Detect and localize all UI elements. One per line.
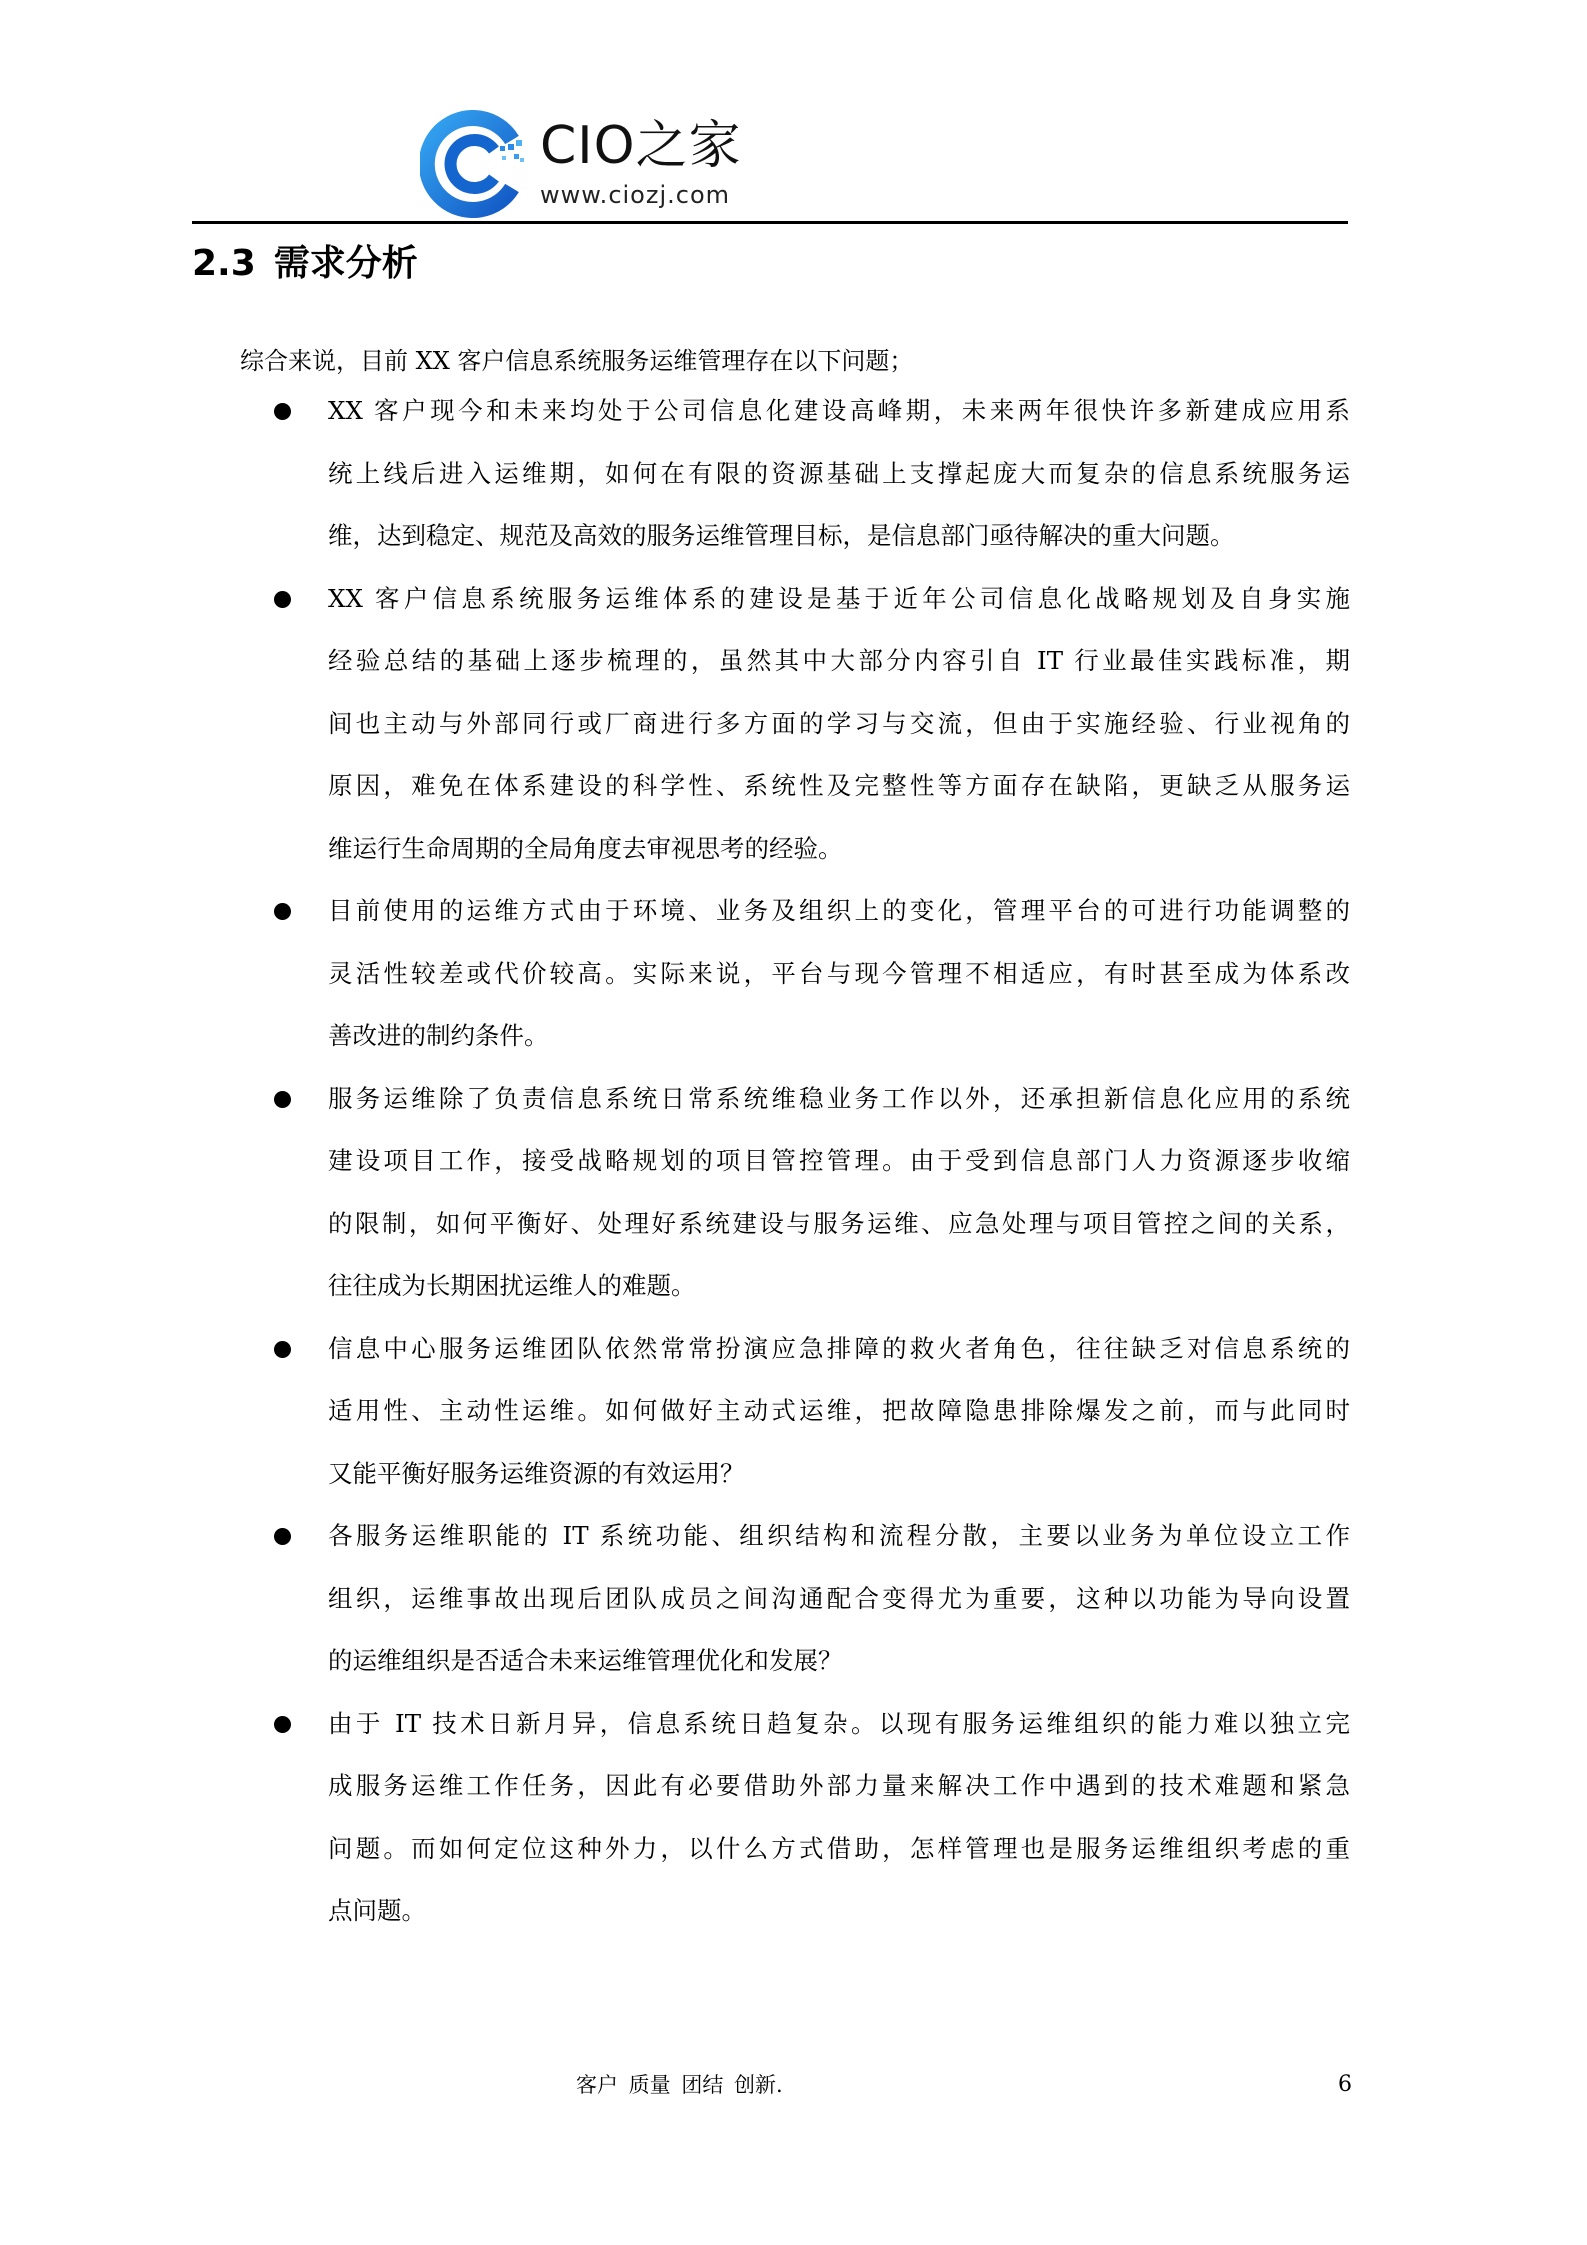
bullet-icon [274,1716,291,1733]
list-item: 各服务运维职能的 IT 系统功能、组织结构和流程分散，主要以业务为单位设立工作 [0,1518,1587,1581]
bullet-icon [274,903,291,920]
page-number: 6 [1338,2072,1352,2097]
header-logo [420,110,780,218]
cio-c-logo-icon [420,110,528,218]
footer-motto: 客户 质量 团结 创新. [576,2073,783,2097]
list-item: 由于 IT 技术日新月异，信息系统日趋复杂。以现有服务运维组织的能力难以独立完 [0,1706,1587,1769]
logo-url: www.ciozj.com [540,181,731,209]
list-item: 目前使用的运维方式由于环境、业务及组织上的变化，管理平台的可进行功能调整的 [0,893,1587,956]
section-number: 2.3 [192,243,256,284]
intro-paragraph: 综合来说，目前 XX 客户信息系统服务运维管理存在以下问题； [240,347,914,375]
bullet-icon [274,1528,291,1545]
section-heading [192,240,418,288]
header-divider [192,221,1348,224]
list-item: XX 客户信息系统服务运维体系的建设是基于近年公司信息化战略规划及自身实施 [0,581,1587,644]
bullet-icon [274,1091,291,1108]
list-item: 信息中心服务运维团队依然常常扮演应急排障的救火者角色，往往缺乏对信息系统的 [0,1331,1587,1394]
list-item: XX 客户现今和未来均处于公司信息化建设高峰期，未来两年很快许多新建成应用系 [0,393,1587,456]
bullet-icon [274,403,291,420]
bullet-icon [274,1341,291,1358]
list-item: 服务运维除了负责信息系统日常系统维稳业务工作以外，还承担新信息化应用的系统 [0,1081,1587,1144]
logo-title: CIO之家 [540,116,742,176]
bullet-icon [274,591,291,608]
section-title: 需求分析 [273,243,418,284]
bullet-list: XX 客户现今和未来均处于公司信息化建设高峰期，未来两年很快许多新建成应用系 统上线后进入运维期，如何在有限的资源基础上支撑起庞大而复杂的信息系统服务运 维，达到稳定、规范及高效的服务运维管理目标，是信息部门亟待解决的重大问题。 XX 客户信息系统服务运维体系的建设是基于近年公司信息化战略规划及自身实施 经验总结的基础上逐步梳理的，虽然其中大部分内容引自 IT 行业最佳实践标准，期 间也主动与外部同行或厂商进行多方面的学习与交流，但由于实施经验、行业视角的 原因，难免在体系建设的科学性、系统性及完整性等方面存在缺陷，更缺乏从服务运 维运行生命周期的全局角度去审视思考的经验。 目前使用的运维方式由于环境、业务及组织上的变化，管理平台的可进行功能调整的 灵活性较差或代价较高。实际来说，平台与现今管理不相适应，有时甚至成为体系改 善改进的制约条件。 服务运维除了负责信息系统日常系统维稳业务工作以外，还承担新信息化应用的系统 建设项目工作，接受战略规划的项目管控管理。由于受到信息部门人力资源逐步收缩 的限制，如何平衡好、处理好系统建设与服务运维、应急处理与项目管控之间的关系， 往往成为长期困扰运维人的难题。 信息中心服务运维团队依然常常扮演应急排障的救火者角色，往往缺乏对信息系统的 适用性、主动性运维。如何做好主动式运维，把故障隐患排除爆发之前，而与此同时 又能平衡好服务运维资源的有效运用？ 各服务运维职能的 IT 系统功能、组织结构和流程分散，主要以业务为单位设立工作 组织，运维事故出现后团队成员之间沟通配合变得尤为重要，这种以功能为导向设置 的运维组织是否适合未来运维管理优化和发展？ 由于 IT 技术日新月异，信息系统日趋复杂。以现有服务运维组织的能力难以独立完 成服务运维工作任务，因此有必要借助外部力量来解决工作中遇到的技术难题和紧急 问题。而如何定位这种外力，以什么方式借助，怎样管理也是服务运维组织考虑的重 点问题。 [0,393,1587,1956]
